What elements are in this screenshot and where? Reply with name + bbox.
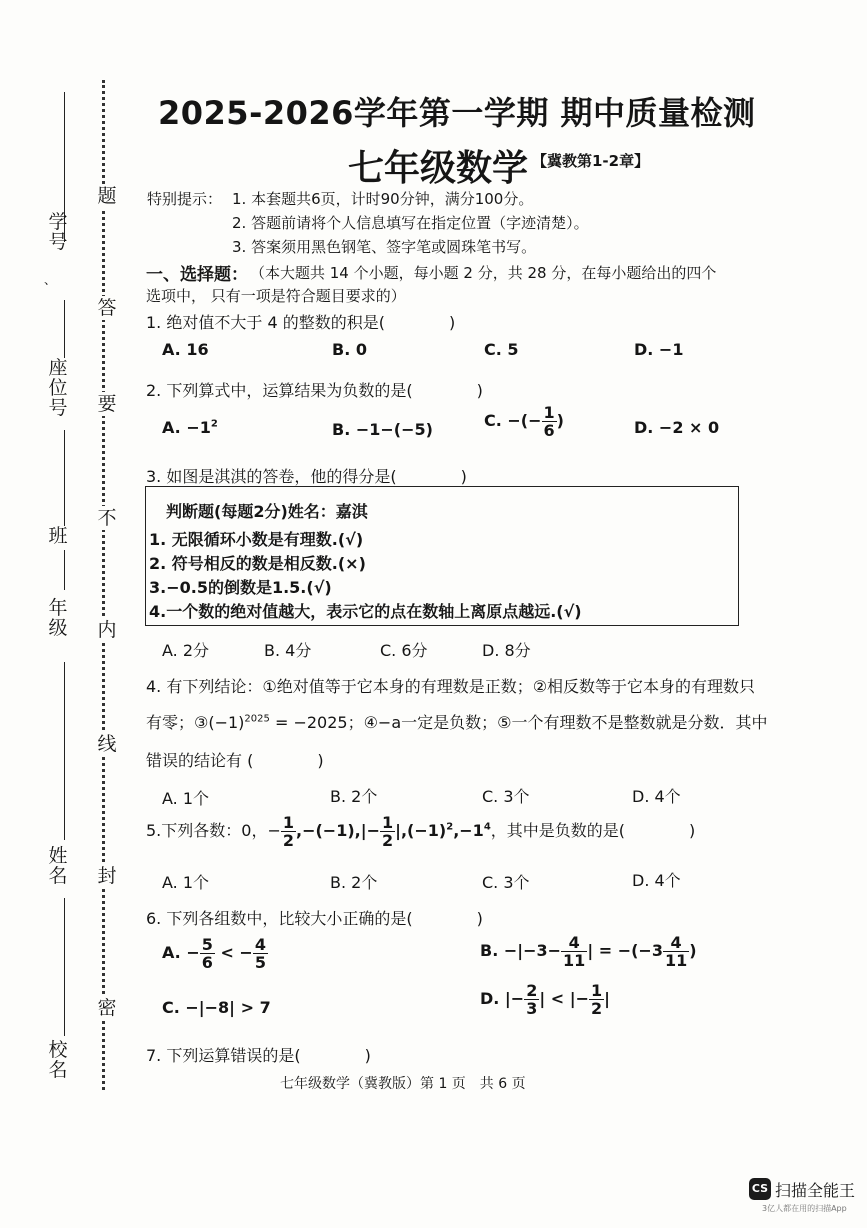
question-4-option-a: A. 1个 bbox=[162, 789, 210, 808]
seal-char: 线 bbox=[97, 733, 117, 755]
seal-char: 不 bbox=[97, 507, 117, 529]
question-4-line: 有零；$③(-1)^{2025} = -2025$；④−a一定是负数；⑤一个有理数不是整数就是分数．其中 bbox=[146, 713, 768, 732]
question-4-option-b: B. 2个 bbox=[330, 787, 378, 806]
seal-char: 密 bbox=[97, 997, 117, 1019]
question-2-option-d: D. −2 × 0 bbox=[634, 418, 720, 437]
field-student-id-label: 学号 bbox=[48, 211, 68, 253]
question-3-stem: 3. 如图是淇淇的答卷，他的得分是( ) bbox=[146, 467, 467, 486]
answer-sheet-item: 3.−0.5的倒数是1.5.(√) bbox=[149, 578, 332, 597]
scanner-logo-icon: CS bbox=[749, 1178, 771, 1200]
field-class-label: 班 bbox=[48, 525, 68, 547]
seal-char: 答 bbox=[97, 297, 117, 319]
seal-char: 内 bbox=[97, 619, 117, 641]
question-1-option-b: B. 0 bbox=[332, 340, 367, 359]
answer-sheet-title: 判断题(每题2分)姓名：嘉淇 bbox=[166, 502, 368, 521]
question-3-option-d: D. 8分 bbox=[482, 641, 531, 660]
question-3-option-b: B. 4分 bbox=[264, 641, 312, 660]
seal-char: 题 bbox=[97, 185, 117, 207]
notice-item: 2. 答题前请将个人信息填写在指定位置（字迹清楚）。 bbox=[232, 214, 589, 232]
underline-seat bbox=[64, 300, 65, 358]
question-4-line: 错误的结论有 ( ) bbox=[146, 751, 324, 770]
field-seat-label: 座位号 bbox=[48, 357, 68, 419]
question-3-option-a: A. 2分 bbox=[162, 641, 210, 660]
question-5-option-c: C. 3个 bbox=[482, 873, 530, 892]
question-1-option-d: D. −1 bbox=[634, 340, 684, 359]
question-6-option-c: C. −|−8| > 7 bbox=[162, 998, 271, 1017]
answer-sheet-item: 4.一个数的绝对值越大，表示它的点在数轴上离原点越远.(√) bbox=[149, 602, 582, 621]
mark-dot: 、 bbox=[43, 273, 56, 287]
notice-label: 特别提示： bbox=[147, 190, 223, 208]
question-6-option-d: D. |− $\frac{2}{3}$ | < |− $\frac{1}{2}$ | bbox=[480, 981, 610, 1018]
question-2-option-a: A. $-1^2$ bbox=[162, 418, 218, 437]
question-7-stem: 7. 下列运算错误的是( ) bbox=[146, 1046, 371, 1065]
field-school-label: 校名 bbox=[48, 1039, 68, 1081]
question-1-option-a: A. 16 bbox=[162, 340, 209, 359]
scanner-name: 扫描全能王 bbox=[775, 1181, 856, 1200]
page-footer: 七年级数学（冀教版）第 1 页 共 6 页 bbox=[280, 1076, 526, 1092]
subject-title: 七年级数学 bbox=[348, 148, 529, 189]
answer-sheet-box bbox=[145, 486, 739, 626]
notice-item: 3. 答案须用黑色钢笔、签字笔或圆珠笔书写。 bbox=[232, 238, 537, 256]
field-name-label: 姓名 bbox=[48, 845, 68, 887]
question-4-option-d: D. 4个 bbox=[632, 787, 681, 806]
underline-name bbox=[64, 662, 65, 840]
section-title: 一、选择题： bbox=[146, 265, 248, 285]
notice-item: 1. 本套题共6页，计时90分钟，满分100分。 bbox=[232, 190, 534, 208]
question-6-stem: 6. 下列各组数中，比较大小正确的是( ) bbox=[146, 909, 483, 928]
question-5-option-b: B. 2个 bbox=[330, 873, 378, 892]
question-2-option-b: B. −1−(−5) bbox=[332, 420, 433, 439]
subject-scope: 【冀教第1-2章】 bbox=[532, 152, 650, 170]
seal-dotted-line bbox=[102, 80, 105, 1090]
field-grade-label: 年级 bbox=[48, 597, 68, 639]
question-5-option-d: D. 4个 bbox=[632, 871, 681, 890]
question-6-option-b: B. −|−3− $\frac{4}{11}$ | = −(−3 $\frac{4}{11}$ ) bbox=[480, 933, 697, 970]
underline-class bbox=[64, 430, 65, 526]
section-desc: 选项中， 只有一项是符合题目要求的） bbox=[146, 287, 406, 305]
scanner-tagline: 3亿人都在用的扫描App bbox=[762, 1204, 847, 1213]
section-desc: （本大题共 14 个小题，每小题 2 分，共 28 分，在每小题给出的四个 bbox=[250, 264, 717, 282]
question-2-stem: 2. 下列算式中，运算结果为负数的是( ) bbox=[146, 381, 483, 400]
seal-char: 要 bbox=[97, 393, 117, 415]
question-4-line: 4. 有下列结论：①绝对值等于它本身的有理数是正数；②相反数等于它本身的有理数只 bbox=[146, 677, 756, 696]
question-4-option-c: C. 3个 bbox=[482, 787, 530, 806]
seal-char: 封 bbox=[97, 865, 117, 887]
exam-title: 2025-2026学年第一学期 期中质量检测 bbox=[158, 94, 756, 132]
underline-school bbox=[64, 898, 65, 1036]
question-5-stem: 5.下列各数：0，− $\frac{1}{2}$ ,−(−1),|− $\frac{1}{2}$ $|,(-1)^2,-1^4$，其中是负数的是( ) bbox=[146, 813, 696, 850]
answer-sheet-item: 1. 无限循环小数是有理数.(√) bbox=[149, 530, 364, 549]
question-1-option-c: C. 5 bbox=[484, 340, 519, 359]
question-5-option-a: A. 1个 bbox=[162, 873, 210, 892]
question-1-stem: 1. 绝对值不大于 4 的整数的积是( ) bbox=[146, 313, 456, 332]
question-2-option-c: C. −(− $\frac{1}{6}$ ) bbox=[484, 403, 564, 440]
question-6-option-a: A. − $\frac{5}{6}$ < − $\frac{4}{5}$ bbox=[162, 935, 266, 972]
question-3-option-c: C. 6分 bbox=[380, 641, 428, 660]
underline-grade bbox=[64, 550, 65, 590]
answer-sheet-item: 2. 符号相反的数是相反数.(×) bbox=[149, 554, 366, 573]
